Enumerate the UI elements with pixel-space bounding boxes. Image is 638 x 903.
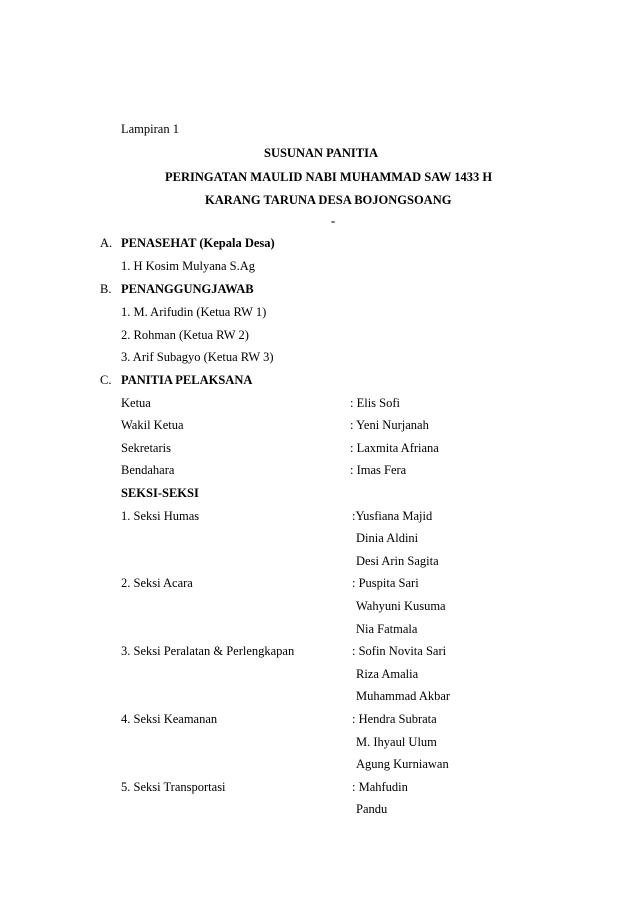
division-member: Pandu [356,802,388,816]
title-line-3: KARANG TARUNA DESA BOJONGSOANG [205,193,452,207]
division-member: Nia Fatmala [356,622,418,636]
division-label: 1. Seksi Humas [121,509,200,523]
division-label: 5. Seksi Transportasi [121,780,226,794]
section-a-item: 1. H Kosim Mulyana S.Ag [121,259,256,273]
section-a-letter: A. [100,236,113,250]
title-line-2: PERINGATAN MAULID NABI MUHAMMAD SAW 1433 H [165,170,493,184]
section-b-item: 2. Rohman (Ketua RW 2) [121,328,249,342]
officer-role: Sekretaris [121,441,171,455]
officer-name: : Yeni Nurjanah [350,418,429,432]
officer-name: : Laxmita Afriana [350,441,439,455]
division-member: : Puspita Sari [352,576,419,590]
section-c-letter: C. [100,373,112,387]
officer-name: : Elis Sofi [350,396,401,410]
title-line-1: SUSUNAN PANITIA [264,146,379,160]
division-label: 2. Seksi Acara [121,576,193,590]
section-a-heading: PENASEHAT (Kepala Desa) [121,236,275,250]
division-member: : Hendra Subrata [352,712,437,726]
officer-name: : Imas Fera [350,463,407,477]
officer-role: Wakil Ketua [121,418,184,432]
section-b-item: 3. Arif Subagyo (Ketua RW 3) [121,350,274,364]
section-b-heading: PENANGGUNGJAWAB [121,282,254,296]
division-member: Agung Kurniawan [356,757,449,771]
division-member: Muhammad Akbar [356,689,451,703]
division-member: : Mahfudin [352,780,408,794]
division-member: Desi Arin Sagita [356,554,439,568]
division-member: M. Ihyaul Ulum [356,735,437,749]
division-member: Riza Amalia [356,667,419,681]
division-label: 4. Seksi Keamanan [121,712,218,726]
division-member: Dinia Aldini [356,531,419,545]
division-member: Wahyuni Kusuma [356,599,446,613]
officer-role: Ketua [121,396,151,410]
section-b-letter: B. [100,282,112,296]
division-member: : Sofin Novita Sari [352,644,447,658]
division-label: 3. Seksi Peralatan & Perlengkapan [121,644,295,658]
officer-role: Bendahara [121,463,175,477]
division-member: :Yusfiana Majid [352,509,433,523]
attachment-label: Lampiran 1 [121,122,179,136]
title-dash: - [331,214,336,228]
sub-heading: SEKSI-SEKSI [121,486,199,500]
section-c-heading: PANITIA PELAKSANA [121,373,253,387]
section-b-item: 1. M. Arifudin (Ketua RW 1) [121,305,267,319]
